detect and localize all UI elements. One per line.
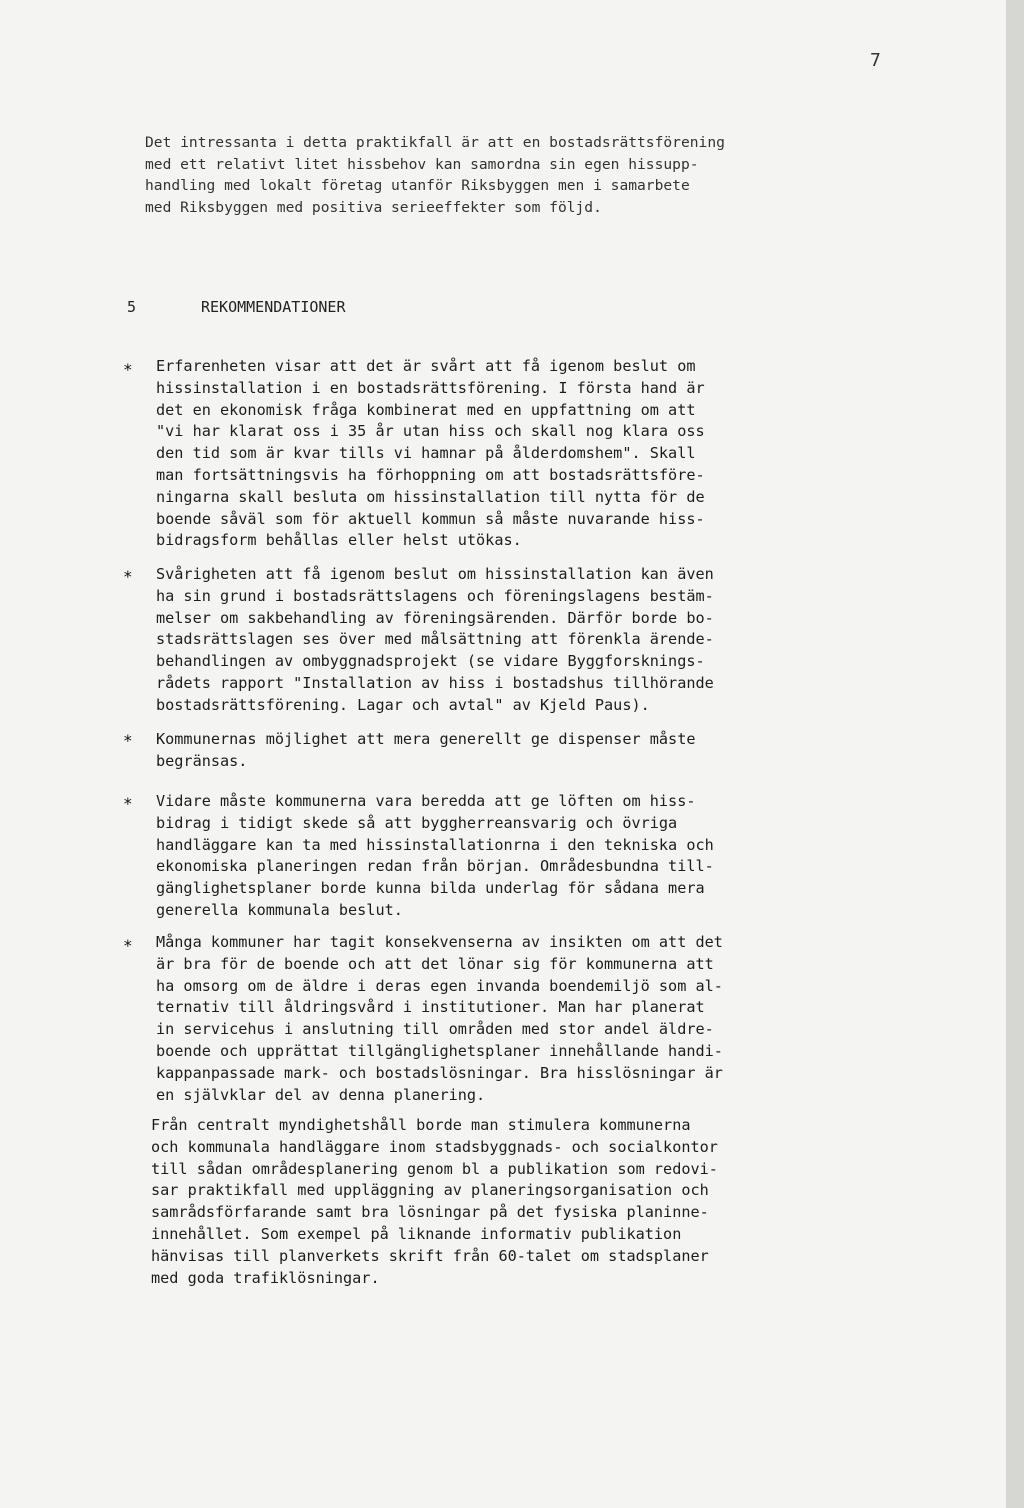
page-number: 7 [870, 50, 881, 71]
bullet-marker: * [123, 794, 133, 813]
bullet-marker: * [123, 360, 133, 379]
recommendation-paragraph: Erfarenheten visar att det är svårt att få igenom beslut om hissinstallation i en bostadsrättsförening. I första hand är det en ekonomisk fråga kombinerat med en uppfattning om att "vi har klarat oss i 35 år utan hiss och skall nog klara oss den tid som är kvar tills vi hamnar på ålderdomshem". Skall man fortsättningsvis ha förhoppning om att bostadsrättsföre- ningarna skall besluta om hissinstallation till nytta för de boende såväl som för aktuell kommun så måste nuvarande hiss- bidragsform behållas eller helst utökas. [156, 357, 705, 550]
bullet-marker: * [123, 567, 133, 586]
bullet-marker: * [123, 936, 133, 955]
bullet-marker: * [123, 731, 133, 750]
recommendation-paragraph: Svårigheten att få igenom beslut om hissinstallation kan även ha sin grund i bostadsrättslagens och föreningslagens bestäm- melser om sakbehandling av föreningsärenden. Därför borde bo- stadsrättslagen ses över med målsättning att förenkla ärende- behandlingen av ombyggnadsprojekt (se vidare Byggforsknings- rådets rapport "Installation av hiss i bostadshus tillhörande bostadsrättsförening. Lagar och avtal" av Kjeld Paus). [156, 565, 714, 714]
recommendation-paragraph: Kommunernas möjlighet att mera generellt ge dispenser måste begränsas. [156, 730, 696, 770]
recommendation-paragraph: Vidare måste kommunerna vara beredda att ge löften om hiss- bidrag i tidigt skede så att byggherreansvarig och övriga handläggare kan ta med hissinstallationrna i den tekniska och ekonomiska planeringen redan från början. Områdesbundna till- gänglighetsplaner borde kunna bilda underlag för sådana mera generella kommunala beslut. [156, 792, 714, 919]
scan-edge-shadow [1006, 0, 1024, 1508]
recommendation-paragraph: Många kommuner har tagit konsekvenserna av insikten om att det är bra för de boende och att det lönar sig för kommunerna att ha omsorg om de äldre i deras egen invanda boendemiljö som al- ternativ till åldringsvård i institutioner. Man har planerat in servicehus i anslutning till områden med stor andel äldre- boende och upprättat tillgänglighetsplaner innehållande handi- kappanpassade mark- och bostadslösningar. Bra hisslösningar är en självklar del av denna planering. [156, 933, 723, 1104]
intro-paragraph: Det intressanta i detta praktikfall är att en bostadsrättsförening med ett relativt litet hissbehov kan samordna sin egen hissupp- handling med lokalt företag utanför Riksbyggen men i samarbete med Riksbyggen med positiva serieeffekter som följd. [145, 134, 725, 216]
section-number: 5 [127, 298, 137, 316]
section-heading [127, 298, 346, 316]
section-title: REKOMMENDATIONER [201, 298, 346, 316]
closing-paragraph: Från centralt myndighetshåll borde man stimulera kommunerna och kommunala handläggare inom stadsbyggnads- och socialkontor till sådan områdesplanering genom bl a publikation som redovi- sar praktikfall med uppläggning av planeringsorganisation och samrådsförfarande samt bra lösningar på det fysiska planinne- innehållet. Som exempel på liknande informativ publikation hänvisas till planverkets skrift från 60-talet om stadsplaner med goda trafiklösningar. [151, 1116, 718, 1287]
